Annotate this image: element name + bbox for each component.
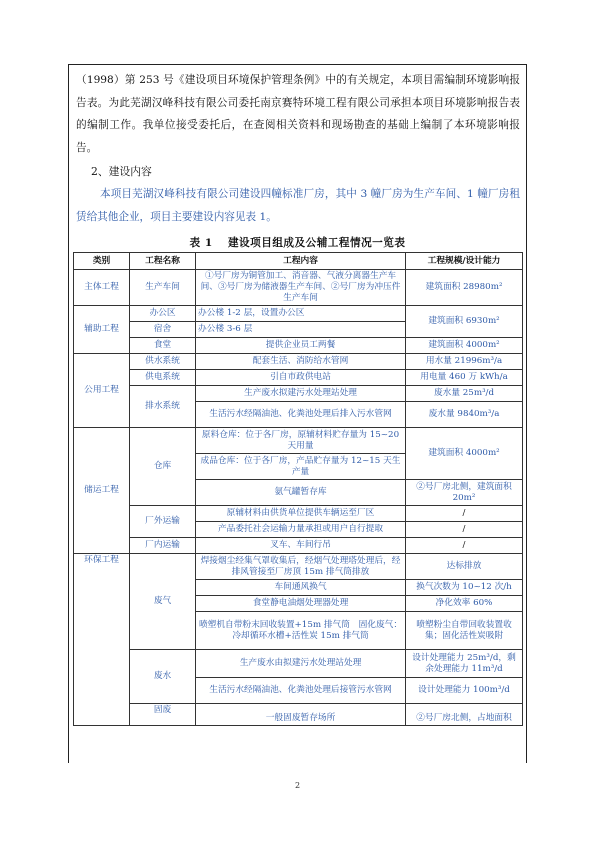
scale-cell: 换气次数为 10~12 次/h — [406, 580, 523, 596]
table-row — [74, 370, 523, 386]
project-name-cell: 办公区 — [130, 306, 196, 322]
project-content-cell: 引自市政供电站 — [196, 370, 406, 386]
project-content-cell: 喷塑机自带粉末回收装置+15m 排气筒 固化废气：冷却循环水槽+活性炭 15m 排气筒 — [196, 612, 406, 650]
header-project-content: 工程内容 — [196, 253, 406, 270]
project-content-cell: 生产废水拟建污水处理站处理 — [196, 386, 406, 402]
table-row — [74, 554, 523, 580]
scale-cell: 废水量 9840m³/a — [406, 402, 523, 428]
project-content-cell: 生活污水经隔油池、化粪池处理后接管污水管网 — [196, 678, 406, 704]
scale-cell: 设计处理能力 25m³/d，剩余处理能力 11m³/d — [406, 650, 523, 678]
project-name-cell: 厂外运输 — [130, 506, 196, 538]
table-row — [74, 386, 523, 402]
project-name-cell: 宿舍 — [130, 322, 196, 338]
project-name-cell: 供水系统 — [130, 354, 196, 370]
project-name-cell: 仓库 — [130, 428, 196, 506]
intro-paragraph: （1998）第 253 号《建设项目环境保护管理条例》中的有关规定，本项目需编制环境影响报告表。为此芜湖汉峰科技有限公司委托南京赛特环境工程有限公司承担本项目环境影响报告表的编制工作。我单位接受委托后，在查阅相关资料和现场勘查的基础上编制了本环境影响报告。 — [76, 74, 520, 154]
project-name-cell: 废气 — [130, 554, 196, 650]
table-row — [74, 650, 523, 678]
scale-cell: / — [406, 506, 523, 522]
project-content-cell: 原辅材料由供货单位提供车辆运至厂区 — [196, 506, 406, 522]
table-caption: 表 1 建设项目组成及公辅工程情况一览表 — [189, 237, 406, 249]
table-row — [74, 538, 523, 554]
project-content-cell: 提供企业员工两餐 — [196, 338, 406, 354]
project-name-cell: 食堂 — [130, 338, 196, 354]
content-paragraph: 本项目芜湖汉峰科技有限公司建设四幢标准厂房，其中 3 幢厂房为生产车间、1 幢厂房租赁给其他企业，项目主要建设内容见表 1。 — [76, 188, 520, 223]
category-cell: 公用工程 — [74, 354, 130, 428]
project-content-cell: 原料仓库：位于各厂房，原辅材料贮存量为 15~20 天用量 — [196, 428, 406, 454]
scale-cell: 建筑面积 28980m² — [406, 270, 523, 306]
section-heading: 2、建设内容 — [91, 165, 152, 178]
page-number: 2 — [294, 781, 301, 790]
project-name-cell: 排水系统 — [130, 386, 196, 428]
project-content-cell: 食堂静电油烟处理器处理 — [196, 596, 406, 612]
project-content-cell: 配套生活、消防给水管网 — [196, 354, 406, 370]
project-content-cell: 焊接烟尘经集气罩收集后，经烟气处理塔处理后，经排风管接至厂房顶 15m 排气筒排放 — [196, 554, 406, 580]
project-name-cell: 生产车间 — [130, 270, 196, 306]
project-content-cell: ①号厂房为铜管加工、消音器、气液分离器生产车间、③号厂房为储液器生产车间、②号厂房为冲压件生产车间 — [196, 270, 406, 306]
table-row — [74, 428, 523, 454]
table-row — [74, 270, 523, 306]
scale-cell: 废水量 25m³/d — [406, 386, 523, 402]
project-content-cell: 产品委托社会运输力量承担或用户自行提取 — [196, 522, 406, 538]
scale-cell: / — [406, 522, 523, 538]
project-composition-table — [73, 252, 523, 726]
table-row — [74, 506, 523, 522]
scale-cell: 建筑面积 6930m² — [406, 306, 523, 338]
project-content-cell: 车间通风换气 — [196, 580, 406, 596]
project-name-cell: 固废 — [130, 704, 196, 726]
scale-cell: 净化效率 60% — [406, 596, 523, 612]
project-content-cell: 办公楼 1-2 层，设置办公区 — [196, 306, 406, 322]
project-content-cell: 生产废水由拟建污水处理站处理 — [196, 650, 406, 678]
scale-cell: 用水量 21996m³/a — [406, 354, 523, 370]
scale-cell: / — [406, 538, 523, 554]
table-row — [74, 354, 523, 370]
document-frame — [68, 64, 527, 763]
project-name-cell: 厂内运输 — [130, 538, 196, 554]
project-content-cell: 一般固废暂存场所 — [196, 704, 406, 726]
category-cell: 主体工程 — [74, 270, 130, 306]
table-row — [74, 306, 523, 322]
scale-cell: 用电量 460 万 kWh/a — [406, 370, 523, 386]
project-name-cell: 供电系统 — [130, 370, 196, 386]
category-cell: 辅助工程 — [74, 306, 130, 354]
scale-cell: 建筑面积 4000m² — [406, 428, 523, 480]
project-content-cell: 叉车、车间行吊 — [196, 538, 406, 554]
table-header-row — [74, 253, 523, 270]
header-scale-capacity: 工程规模/设计能力 — [406, 253, 523, 270]
project-content-cell: 生活污水经隔油池、化粪池处理后排入污水管网 — [196, 402, 406, 428]
project-content-cell: 办公楼 3-6 层 — [196, 322, 406, 338]
scale-cell: 建筑面积 4000m² — [406, 338, 523, 354]
table-row — [74, 338, 523, 354]
scale-cell: 设计处理能力 100m³/d — [406, 678, 523, 704]
category-cell: 储运工程 — [74, 428, 130, 554]
header-project-name: 工程名称 — [130, 253, 196, 270]
scale-cell: ②号厂房北侧，建筑面积 20m² — [406, 480, 523, 506]
header-category: 类别 — [74, 253, 130, 270]
project-content-cell: 成品仓库：位于各厂房，产品贮存量为 12~15 天生产量 — [196, 454, 406, 480]
scale-cell: 达标排放 — [406, 554, 523, 580]
scale-cell: ②号厂房北侧，占地面积 — [406, 704, 523, 726]
scale-cell: 喷塑粉尘自带回收装置收集；固化活性炭吸附 — [406, 612, 523, 650]
category-cell: 环保工程 — [74, 554, 130, 726]
table-row — [74, 704, 523, 726]
project-content-cell: 氨气罐暂存库 — [196, 480, 406, 506]
project-name-cell: 废水 — [130, 650, 196, 704]
